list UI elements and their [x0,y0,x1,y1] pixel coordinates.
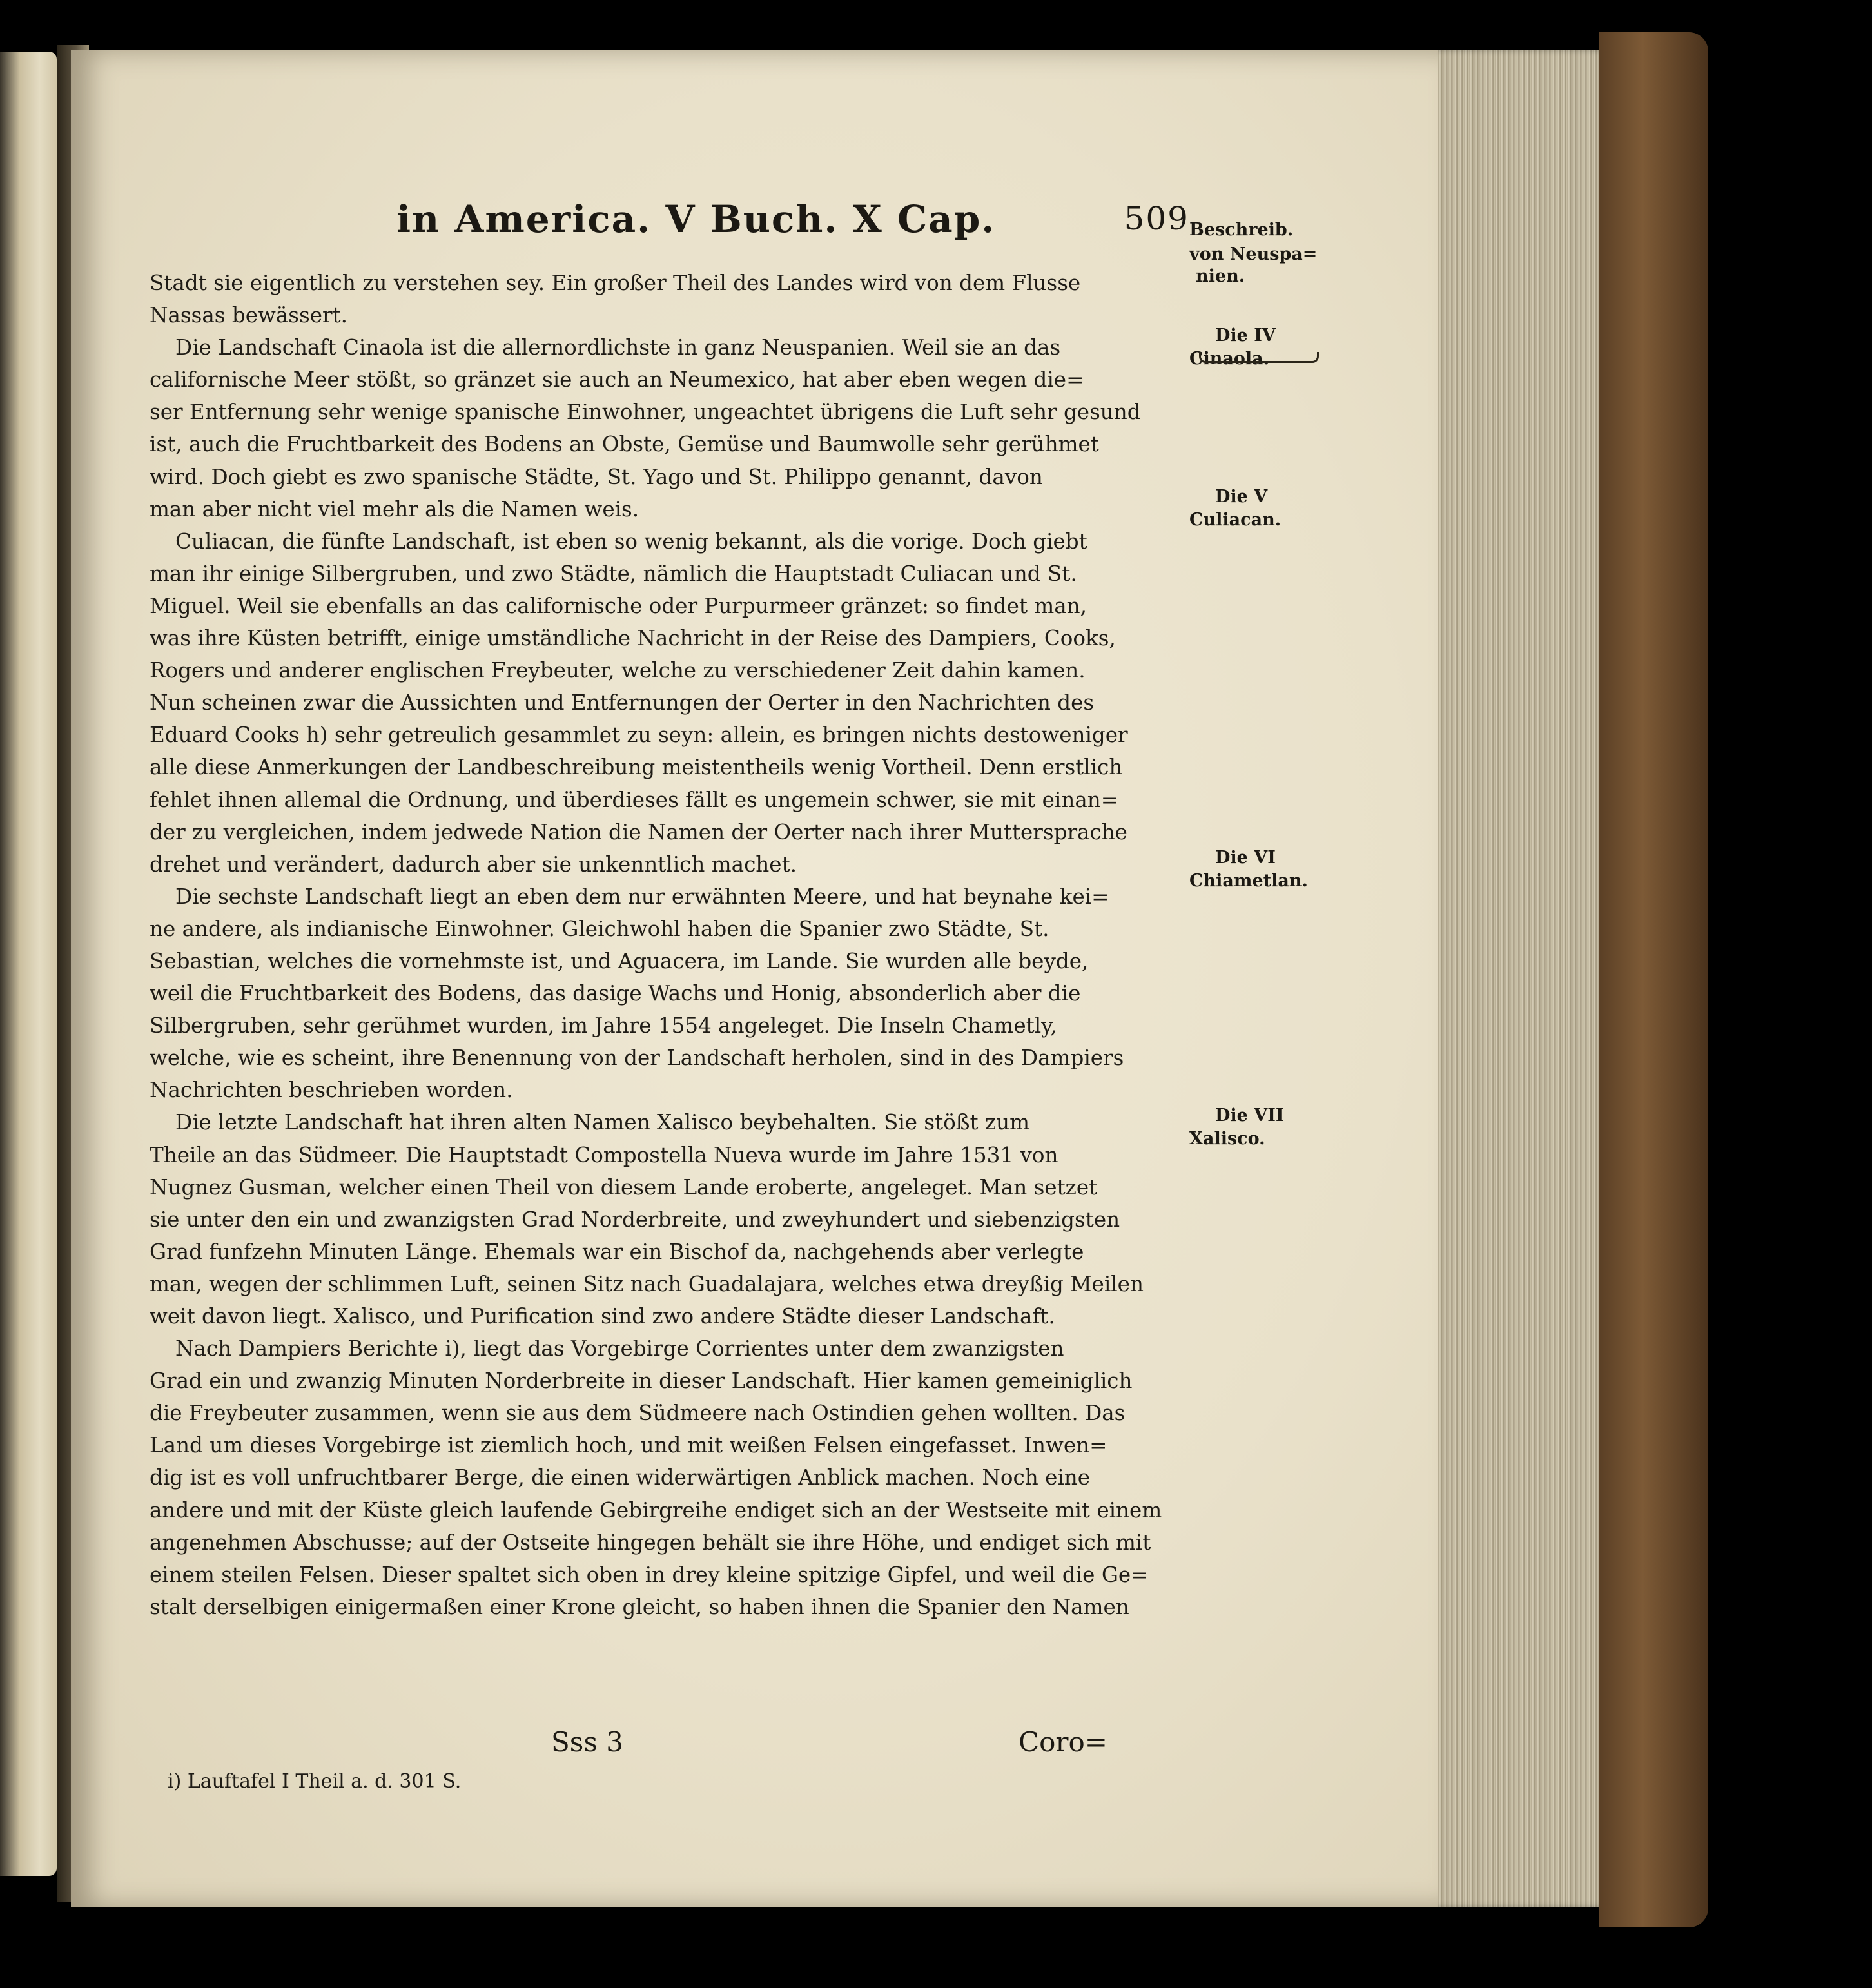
text-line: angenehmen Abschusse; auf der Ostseite hingegen behält sie ihre Höhe, und endiget sich mit [150,1530,1151,1555]
text-line: was ihre Küsten betrifft, einige umständliche Nachricht in der Reise des Dampiers, Cooks, [150,626,1116,651]
text-line: Silbergruben, sehr gerühmet wurden, im Jahre 1554 angeleget. Die Inseln Chametly, [150,1013,1057,1038]
text-line: stalt derselbigen einigermaßen einer Krone gleicht, so haben ihnen die Spanier den Namen [150,1594,1129,1619]
text-line: Nassas bewässert. [150,303,348,328]
text-line: Nach Dampiers Berichte i), liegt das Vorgebirge Corrientes unter dem zwanzigsten [175,1336,1064,1361]
text-line: Sebastian, welches die vornehmste ist, und Aguacera, im Lande. Sie wurden alle beyde, [150,948,1089,973]
text-line: Die Landschaft Cinaola ist die allernordlichste in ganz Neuspanien. Weil sie an das [175,335,1061,360]
text-line: californische Meer stößt, so gränzet sie auch an Neumexico, hat aber eben wegen die= [150,367,1084,393]
text-line: die Freybeuter zusammen, wenn sie aus dem Südmeere nach Ostindien gehen wollten. Das [150,1401,1126,1426]
running-title: in America. V Buch. X Cap. [396,197,996,241]
text-line: Eduard Cooks h) sehr getreulich gesammlet zu seyn: allein, es bringen nichts destoweniger [150,723,1128,748]
text-line: ne andere, als indianische Einwohner. Gleichwohl haben die Spanier zwo Städte, St. [150,916,1049,941]
text-line: Theile an das Südmeer. Die Hauptstadt Compostella Nueva wurde im Jahre 1531 von [150,1142,1058,1167]
margin-note: Die V [1215,487,1268,507]
margin-note: Die IV [1215,326,1276,346]
text-line: weil die Fruchtbarkeit des Bodens, das dasige Wachs und Honig, absonderlich aber die [150,981,1081,1006]
text-line: fehlet ihnen allemal die Ordnung, und überdieses fällt es ungemein schwer, sie mit einan= [150,787,1119,812]
text-line: Grad ein und zwanzig Minuten Norderbreite in dieser Landschaft. Hier kamen gemeiniglich [150,1369,1133,1394]
text-line: Miguel. Weil sie ebenfalls an das californische oder Purpurmeer gränzet: so findet man, [150,593,1087,618]
text-line: sie unter den ein und zwanzigsten Grad Norderbreite, und zweyhundert und siebenzigsten [150,1207,1120,1232]
margin-note: Chiametlan. [1189,871,1308,891]
footnote: i) Lauftafel I Theil a. d. 301 S. [168,1770,462,1793]
text-line: weit davon liegt. Xalisco, und Purification sind zwo andere Städte dieser Landschaft. [150,1304,1055,1329]
margin-note: Culiacan. [1189,510,1282,530]
text-line: man aber nicht viel mehr als die Namen weis. [150,496,639,521]
body-text [150,267,1184,1623]
text-line: Culiacan, die fünfte Landschaft, ist eben so wenig bekannt, als die vorige. Doch giebt [175,529,1087,554]
text-line: Stadt sie eigentlich zu verstehen sey. Ein großer Theil des Landes wird von dem Flusse [150,271,1081,295]
margin-note: nien. [1196,266,1245,286]
running-header [396,197,1189,249]
text-line: einem steilen Felsen. Dieser spaltet sich oben in drey kleine spitzige Gipfel, und weil die Ge= [150,1562,1149,1587]
text-line: man, wegen der schlimmen Luft, seinen Sitz nach Guadalajara, welches etwa dreyßig Meilen [150,1271,1144,1296]
text-line: der zu vergleichen, indem jedwede Nation die Namen der Oerter nach ihrer Muttersprache [150,819,1127,844]
book-page [71,50,1438,1907]
text-line: Nugnez Gusman, welcher einen Theil von diesem Lande eroberte, angeleget. Man setzet [150,1174,1098,1200]
margin-note: Beschreib. [1189,220,1294,240]
text-line: andere und mit der Küste gleich laufende Gebirgreihe endiget sich an der Westseite mit einem [150,1497,1162,1523]
text-line: Land um dieses Vorgebirge ist ziemlich hoch, und mit weißen Felsen eingefasset. Inwen= [150,1433,1107,1458]
text-line: Die letzte Landschaft hat ihren alten Namen Xalisco beybehalten. Sie stößt zum [175,1110,1030,1135]
page-number: 509 [1124,200,1189,237]
margin-note: Die VI [1215,848,1276,868]
margin-note: von Neuspa= [1189,244,1318,264]
text-line: alle diese Anmerkungen der Landbeschreibung meistentheils wenig Vortheil. Denn erstlich [150,755,1123,780]
signature-mark: Sss 3 [551,1726,623,1758]
margin-brace [1199,352,1319,363]
book-cover [1599,32,1708,1927]
text-line: Die sechste Landschaft liegt an eben dem nur erwähnten Meere, und hat beynahe kei= [175,884,1109,909]
text-line: ist, auch die Fruchtbarkeit des Bodens an Obste, Gemüse und Baumwolle sehr gerühmet [150,432,1099,457]
text-line: Rogers und anderer englischen Freybeuter, welche zu verschiedener Zeit dahin kamen. [150,658,1086,683]
text-line: ser Entfernung sehr wenige spanische Einwohner, ungeachtet übrigens die Luft sehr gesund [150,400,1141,425]
left-page-edge [0,52,57,1876]
text-line: wird. Doch giebt es zwo spanische Städte, St. Yago und St. Philippo genannt, davon [150,464,1043,489]
page-stack-edges [1428,50,1599,1907]
text-line: welche, wie es scheint, ihre Benennung von der Landschaft herholen, sind in des Dampiers [150,1046,1124,1071]
margin-note: Die VII [1215,1106,1284,1126]
margin-note: Cinaola. [1189,349,1270,369]
text-line: man ihr einige Silbergruben, und zwo Städte, nämlich die Hauptstadt Culiacan und St. [150,561,1077,586]
margin-note: Xalisco. [1189,1129,1265,1149]
catchword: Coro= [1019,1726,1107,1758]
text-line: Nun scheinen zwar die Aussichten und Entfernungen der Oerter in den Nachrichten des [150,690,1095,716]
text-line: dig ist es voll unfruchtbarer Berge, die einen widerwärtigen Anblick machen. Noch eine [150,1465,1091,1490]
text-line: Grad funfzehn Minuten Länge. Ehemals war ein Bischof da, nachgehends aber verlegte [150,1239,1084,1264]
text-line: Nachrichten beschrieben worden. [150,1078,513,1103]
text-line: drehet und verändert, dadurch aber sie unkenntlich machet. [150,852,797,877]
